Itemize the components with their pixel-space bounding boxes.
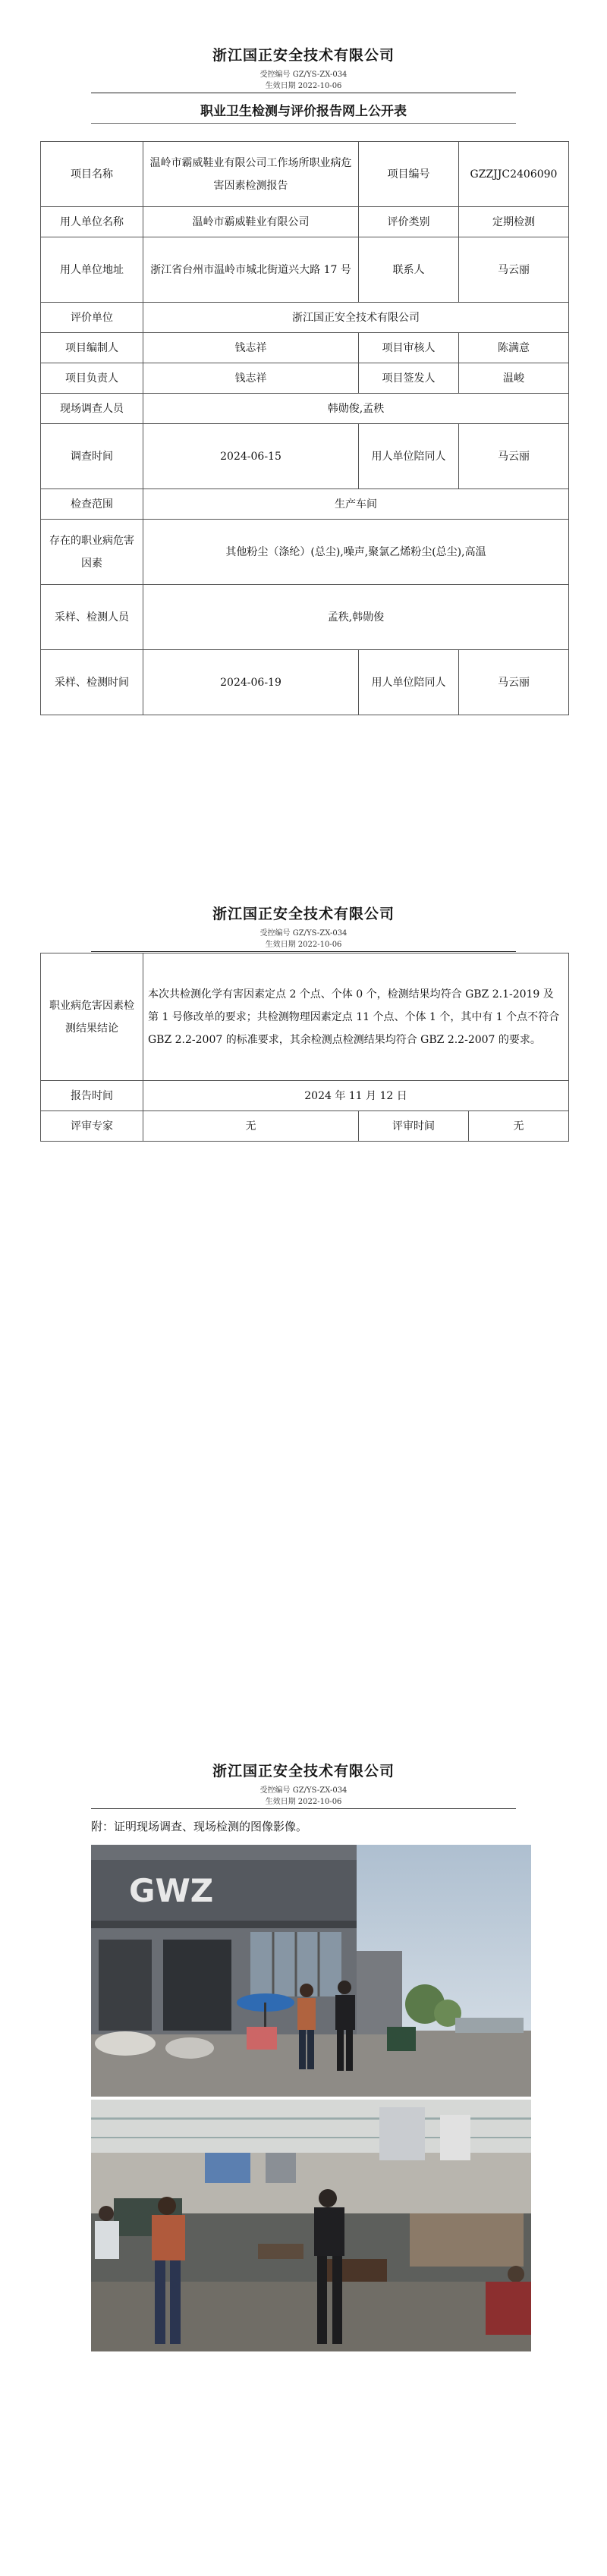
cell-label: 评审专家: [41, 1111, 143, 1142]
sampling-time: 2024-06-19: [143, 650, 359, 715]
company-name: 浙江国正安全技术有限公司: [212, 906, 395, 922]
photo-building-exterior: [91, 1845, 531, 2097]
report-title: 职业卫生检测与评价报告网上公开表: [200, 104, 407, 119]
table-row: [41, 520, 569, 585]
cell-label: 评价单位: [41, 303, 143, 333]
table-row: [41, 394, 569, 424]
table-row: [41, 237, 569, 303]
cell-label: 检查范围: [41, 489, 143, 520]
investigators: 韩勋俊,孟秩: [143, 394, 569, 424]
cell-label: 项目负责人: [41, 363, 143, 394]
table-row: [41, 953, 569, 1081]
table-row: [41, 207, 569, 237]
cell-label: 采样、检测时间: [41, 650, 143, 715]
cell-label: 职业病危害因素检测结果结论: [41, 953, 143, 1081]
cell-label: 存在的职业病危害因素: [41, 520, 143, 585]
conclusion-table: [40, 953, 569, 1142]
attachment-caption: 附：证明现场调查、现场检测的图像影像。: [91, 1820, 308, 1833]
effective-date: 生效日期 2022-10-06: [265, 941, 342, 949]
cell-label: 用人单位陪同人: [359, 424, 459, 489]
cell-label: 用人单位名称: [41, 207, 143, 237]
effective-date: 生效日期 2022-10-06: [265, 82, 342, 90]
hazard-factors: 其他粉尘（涤纶）(总尘),噪声,聚氯乙烯粉尘(总尘),高温: [143, 520, 569, 585]
contact-person: 马云丽: [459, 237, 569, 303]
employer-address: 浙江省台州市温岭市城北街道兴大路 17 号: [143, 237, 359, 303]
cell-label: 报告时间: [41, 1081, 143, 1111]
cell-label: 项目审核人: [359, 333, 459, 363]
cell-label: 项目签发人: [359, 363, 459, 394]
header-rule: [91, 1808, 516, 1809]
report-time: 2024 年 11 月 12 日: [143, 1081, 569, 1111]
table-row: [41, 142, 569, 207]
cell-label: 项目名称: [41, 142, 143, 207]
accompany-person-2: 马云丽: [459, 650, 569, 715]
table-row: [41, 303, 569, 333]
issuer: 温峻: [459, 363, 569, 394]
control-number: 受控编号 GZ/YS-ZX-034: [259, 71, 348, 79]
cell-label: 用人单位地址: [41, 237, 143, 303]
compiler: 钱志祥: [143, 333, 359, 363]
header-rule: [91, 951, 516, 952]
building-sign: GWZ: [129, 1872, 214, 1909]
cell-label: 用人单位陪同人: [359, 650, 459, 715]
control-number: 受控编号 GZ/YS-ZX-034: [259, 1786, 348, 1795]
page1-header: [0, 44, 607, 92]
control-number: 受控编号 GZ/YS-ZX-034: [259, 929, 348, 938]
inspection-scope: 生产车间: [143, 489, 569, 520]
table-row: [41, 333, 569, 363]
company-name: 浙江国正安全技术有限公司: [212, 1763, 395, 1780]
project-name: 温岭市霸威鞋业有限公司工作场所职业病危害因素检测报告: [143, 142, 359, 207]
report-info-table: [40, 141, 569, 715]
review-time: 无: [469, 1111, 569, 1142]
accompany-person: 马云丽: [459, 424, 569, 489]
table-row: [41, 424, 569, 489]
table-row: [41, 1111, 569, 1142]
employer-name: 温岭市霸威鞋业有限公司: [143, 207, 359, 237]
cell-label: 评价类别: [359, 207, 459, 237]
photo-workshop-interior: [91, 2100, 531, 2351]
cell-label: 调查时间: [41, 424, 143, 489]
detection-conclusion: 本次共检测化学有害因素定点 2 个点、个体 0 个，检测结果均符合 GBZ 2.1-2019 及第 1 号修改单的要求；共检测物理因素定点 11 个点、个体 1 个，其中有 1 个点不符合 GBZ 2.2-2007 的标准要求，其余检测点检测结果均符合 GBZ 2.2-2007 的要求。: [143, 953, 569, 1081]
table-row: [41, 489, 569, 520]
effective-date: 生效日期 2022-10-06: [265, 1798, 342, 1806]
page2-header: [0, 903, 607, 950]
cell-label: 项目编制人: [41, 333, 143, 363]
eval-type: 定期检测: [459, 207, 569, 237]
table-row: [41, 650, 569, 715]
project-leader: 钱志祥: [143, 363, 359, 394]
reviewer: 陈满意: [459, 333, 569, 363]
cell-label: 现场调查人员: [41, 394, 143, 424]
cell-label: 采样、检测人员: [41, 585, 143, 650]
company-name: 浙江国正安全技术有限公司: [212, 47, 395, 64]
table-row: [41, 585, 569, 650]
eval-unit: 浙江国正安全技术有限公司: [143, 303, 569, 333]
table-row: [41, 363, 569, 394]
title-rule: [91, 123, 516, 124]
review-expert: 无: [143, 1111, 359, 1142]
cell-label: 联系人: [359, 237, 459, 303]
page3-header: [0, 1760, 607, 1808]
sampling-staff: 孟秩,韩勋俊: [143, 585, 569, 650]
table-row: [41, 1081, 569, 1111]
cell-label: 评审时间: [359, 1111, 469, 1142]
survey-time: 2024-06-15: [143, 424, 359, 489]
cell-label: 项目编号: [359, 142, 459, 207]
project-number: GZZJJC2406090: [459, 142, 569, 207]
